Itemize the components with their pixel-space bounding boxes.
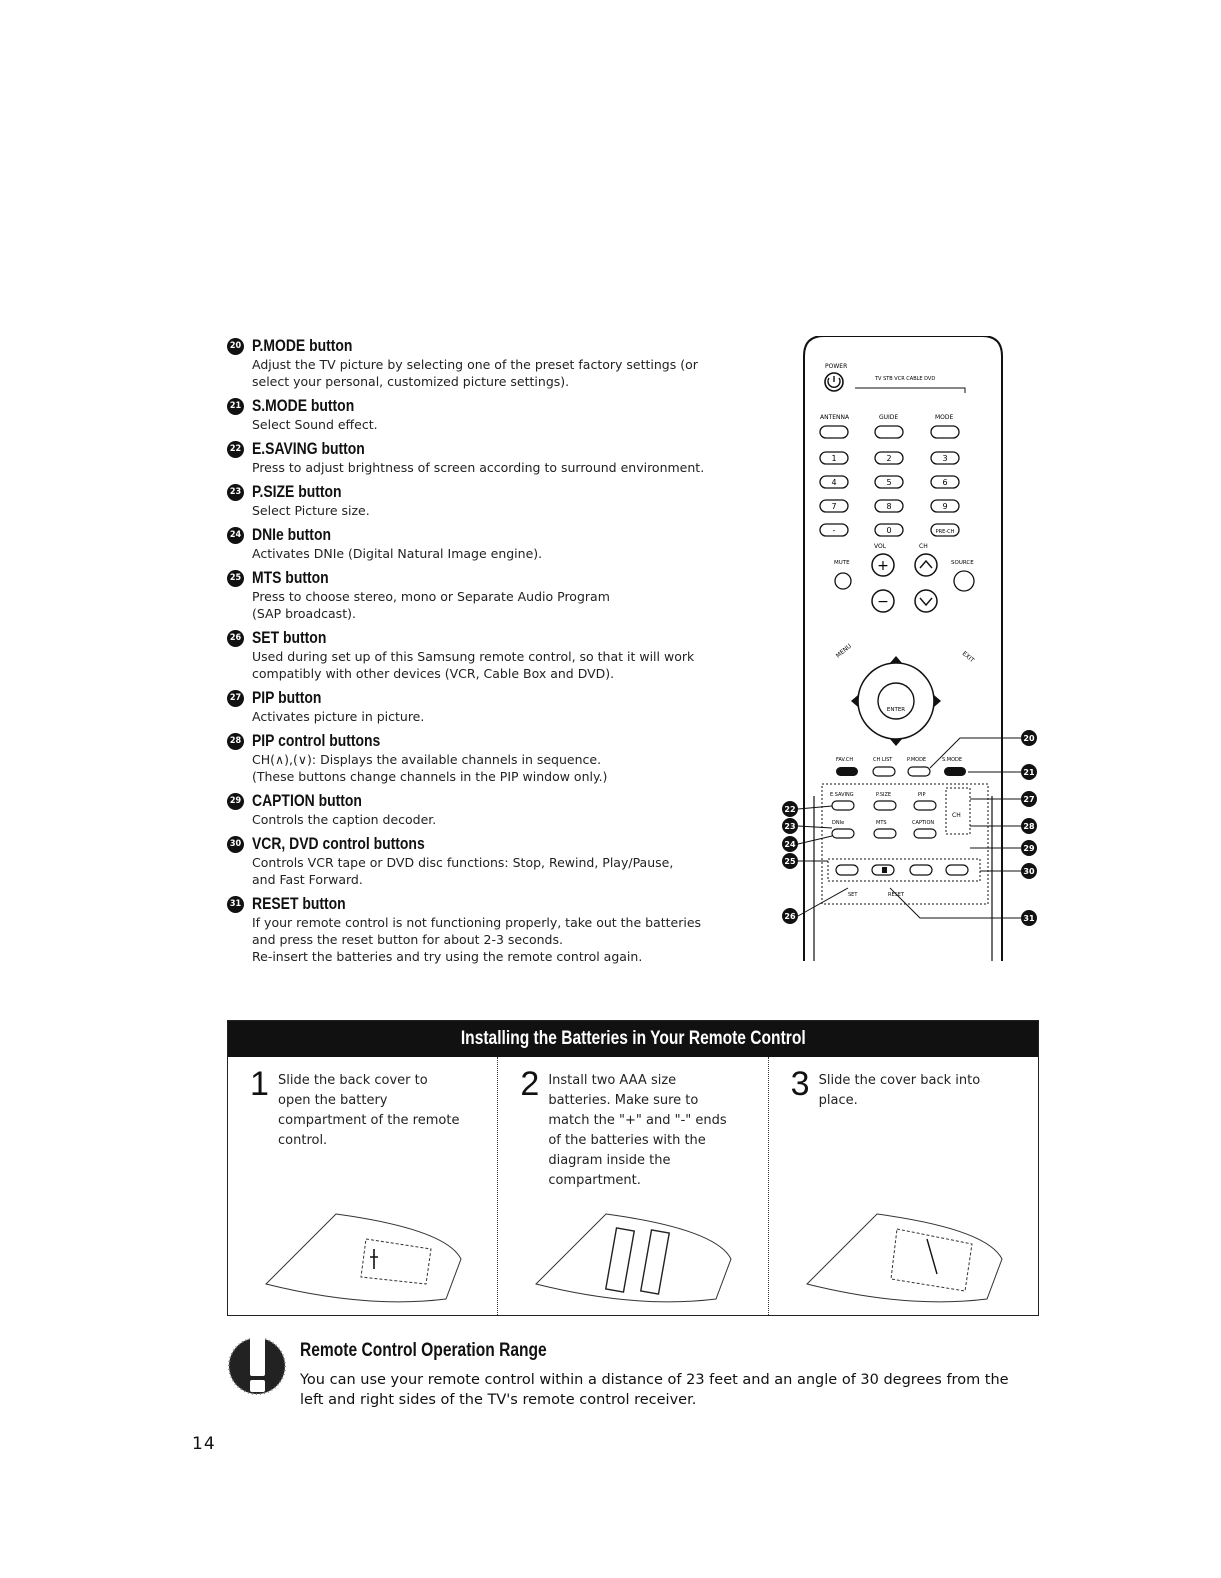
mts-label: MTS <box>876 820 887 826</box>
callout-number: 29 <box>227 793 244 810</box>
callout-29: 29 <box>1023 844 1035 853</box>
battery-step-1 <box>228 1057 497 1315</box>
digit-2: 2 <box>886 454 892 463</box>
callout-number: 24 <box>227 527 244 544</box>
callout-number: 25 <box>227 570 244 587</box>
battery-insert-illustration <box>516 1199 748 1309</box>
item-title: PIP control buttons <box>252 731 381 750</box>
batteries-box <box>227 1020 1039 1316</box>
item-description: Activates DNIe (Digital Natural Image engine). <box>252 546 543 561</box>
item-reset <box>227 894 757 965</box>
exit-label: EXIT <box>960 650 976 665</box>
battery-step-2 <box>497 1057 767 1315</box>
prech-label: PRE-CH <box>935 529 955 535</box>
guide-label: GUIDE <box>879 414 899 421</box>
ch-label: CH <box>919 543 928 550</box>
item-mts <box>227 568 757 622</box>
item-smode <box>227 396 757 433</box>
svg-text:+: + <box>877 558 889 574</box>
callout-30: 30 <box>1023 867 1035 876</box>
callout-20: 20 <box>1023 734 1035 743</box>
callout-number: 20 <box>227 338 244 355</box>
note-title: Remote Control Operation Range <box>300 1340 547 1361</box>
item-title: MTS button <box>252 568 329 587</box>
step-text: Install two AAA size batteries. Make sure to match the "+" and "-" ends of the batteries with the diagram inside the compartment. <box>548 1073 727 1188</box>
item-description: If your remote control is not functioning properly, take out the batteries and press the reset button for about 2-3 seconds. Re-insert the batteries and try using the remote control again. <box>252 915 702 964</box>
page-number: 14 <box>192 1434 216 1454</box>
item-description: Used during set up of this Samsung remote control, so that it will work compatibly with other devices (VCR, Cable Box and DVD). <box>252 649 695 681</box>
button-descriptions <box>227 336 757 971</box>
digit-1: 1 <box>831 454 837 463</box>
callout-number: 30 <box>227 836 244 853</box>
item-title: RESET button <box>252 894 346 913</box>
digit-3: 3 <box>942 454 948 463</box>
item-title: P.SIZE button <box>252 482 342 501</box>
mode-labels: TV STB VCR CABLE DVD <box>875 376 936 382</box>
step-text: Slide the cover back into place. <box>818 1073 981 1108</box>
item-title: VCR, DVD control buttons <box>252 834 425 853</box>
digit-5: 5 <box>886 478 892 487</box>
item-title: SET button <box>252 628 327 647</box>
item-vcr-dvd <box>227 834 757 888</box>
callout-number: 21 <box>227 398 244 415</box>
item-title: PIP button <box>252 688 322 707</box>
callout-number: 22 <box>227 441 244 458</box>
step-number: 1 <box>250 1065 269 1103</box>
item-description: CH(∧),(∨): Displays the available channels in sequence. (These buttons change channels in the PIP window only.) <box>252 752 608 784</box>
item-set <box>227 628 757 682</box>
item-title: CAPTION button <box>252 791 362 810</box>
set-label: SET <box>848 892 858 898</box>
caption-label: CAPTION <box>912 820 935 826</box>
callout-22: 22 <box>784 805 796 814</box>
callout-number: 26 <box>227 630 244 647</box>
digit-dash: - <box>832 526 836 535</box>
callout-28: 28 <box>1023 822 1035 831</box>
remote-illustration <box>770 336 1040 966</box>
item-description: Press to adjust brightness of screen according to surround environment. <box>252 460 705 475</box>
batteries-title: Installing the Batteries in Your Remote Control <box>460 1028 806 1049</box>
menu-label: MENU <box>834 642 853 660</box>
item-description: Adjust the TV picture by selecting one of the preset factory settings (or select your personal, customized picture settings). <box>252 357 698 389</box>
enter-label: ENTER <box>886 707 906 713</box>
digit-9: 9 <box>942 502 948 511</box>
chlist-label: CH LIST <box>873 757 893 763</box>
callout-number: 27 <box>227 690 244 707</box>
esaving-label: E.SAVING <box>830 792 854 798</box>
warning-icon <box>227 1332 289 1396</box>
callout-number: 31 <box>227 896 244 913</box>
digit-8: 8 <box>886 502 892 511</box>
cover-slide-illustration <box>787 1199 1019 1309</box>
digit-0: 0 <box>886 526 892 535</box>
item-pip <box>227 688 757 725</box>
callout-25: 25 <box>784 857 796 866</box>
reset-label: RESET <box>888 892 905 898</box>
item-description: Controls VCR tape or DVD disc functions: Stop, Rewind, Play/Pause, and Fast Forward. <box>252 855 674 887</box>
item-title: DNIe button <box>252 525 331 544</box>
remote-back-cover-illustration <box>246 1199 478 1309</box>
item-description: Select Picture size. <box>252 503 370 518</box>
item-description: Select Sound effect. <box>252 417 378 432</box>
digit-6: 6 <box>942 478 948 487</box>
item-description: Press to choose stereo, mono or Separate Audio Program (SAP broadcast). <box>252 589 610 621</box>
digit-7: 7 <box>831 502 837 511</box>
pmode-label: P.MODE <box>907 757 927 763</box>
vol-label: VOL <box>874 543 887 550</box>
favch-label: FAV.CH <box>836 757 854 763</box>
dnie-label: DNIe <box>832 820 845 826</box>
callout-24: 24 <box>784 840 796 849</box>
smode-label: S.MODE <box>942 757 963 763</box>
item-description: Activates picture in picture. <box>252 709 425 724</box>
item-pmode <box>227 336 757 390</box>
pip-ch-label: CH <box>952 812 961 819</box>
callout-21: 21 <box>1023 768 1035 777</box>
step-number: 3 <box>790 1065 810 1103</box>
battery-steps <box>228 1057 1038 1315</box>
digit-4: 4 <box>831 478 837 487</box>
callout-26: 26 <box>784 912 796 921</box>
item-title: E.SAVING button <box>252 439 365 458</box>
battery-step-3 <box>768 1057 1038 1315</box>
callout-number: 23 <box>227 484 244 501</box>
step-number: 2 <box>520 1065 540 1103</box>
pip-label: PIP <box>918 792 926 798</box>
item-caption <box>227 791 757 828</box>
svg-text:−: − <box>877 594 889 610</box>
item-pip-control <box>227 731 757 785</box>
callout-27: 27 <box>1023 795 1035 804</box>
source-label: SOURCE <box>951 560 974 566</box>
item-psize <box>227 482 757 519</box>
power-label: POWER <box>825 363 848 370</box>
callout-31: 31 <box>1023 914 1035 923</box>
item-esaving <box>227 439 757 476</box>
mode-label: MODE <box>935 414 954 421</box>
step-text: Slide the back cover to open the battery compartment of the remote control. <box>278 1073 460 1148</box>
note-text: You can use your remote control within a distance of 23 feet and an angle of 30 degrees from the left and right sides of the TV's remote control receiver. <box>300 1372 1009 1408</box>
psize-label: P.SIZE <box>876 792 892 798</box>
batteries-header <box>228 1021 1038 1057</box>
callout-number: 28 <box>227 733 244 750</box>
item-description: Controls the caption decoder. <box>252 812 437 827</box>
item-title: P.MODE button <box>252 336 353 355</box>
callout-23: 23 <box>784 822 796 831</box>
item-title: S.MODE button <box>252 396 355 415</box>
mute-label: MUTE <box>834 560 850 566</box>
antenna-label: ANTENNA <box>820 414 850 421</box>
item-dnie <box>227 525 757 562</box>
